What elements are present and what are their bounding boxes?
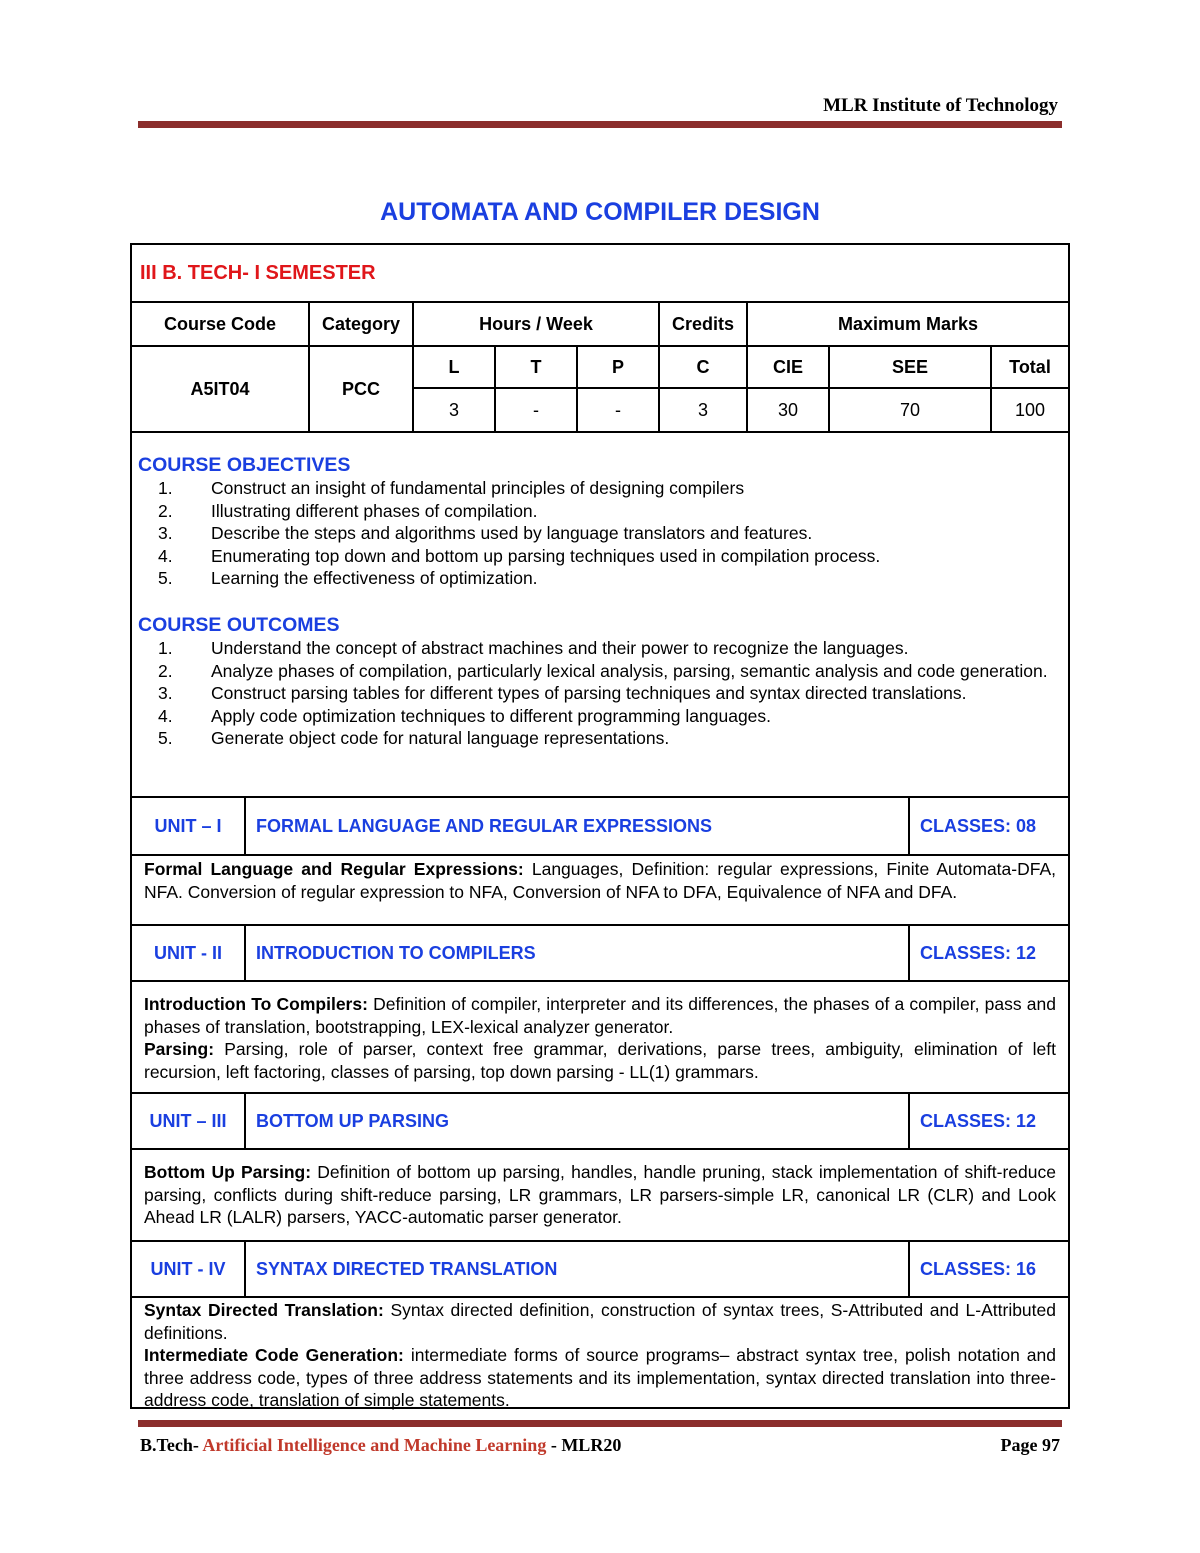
unit-content: [130, 980, 1070, 1092]
list-item: 5. Learning the effectiveness of optimization.: [158, 568, 538, 588]
value-p: -: [577, 388, 659, 432]
semester-label: III B. TECH- I SEMESTER: [131, 244, 1069, 302]
list-item: 4. Apply code optimization techniques to different programming languages.: [158, 705, 772, 726]
list-item: 3. Describe the steps and algorithms used by language translators and features.: [158, 523, 813, 543]
sub-t: T: [495, 346, 577, 388]
unit-header: [130, 1240, 1070, 1296]
sub-l: L: [413, 346, 495, 388]
objectives-title: COURSE OBJECTIVES: [138, 454, 351, 476]
unit-paragraph: Formal Language and Regular Expressions: Languages, Definition: regular expressions, Finite Automata-DFA, NFA. Conversion of regular expression to NFA, Conversion of NFA to DFA, Equivalence of NFA and DFA.: [144, 859, 1056, 902]
program-footer: B.Tech- Artificial Intelligence and Machine Learning - MLR20: [140, 1435, 622, 1455]
unit-title: BOTTOM UP PARSING: [246, 1094, 910, 1148]
unit-number: UNIT - II: [132, 926, 246, 980]
footer-rule: [138, 1420, 1062, 1427]
page-number: Page 97: [1000, 1435, 1060, 1455]
unit-classes: CLASSES: 16: [920, 1258, 1037, 1279]
category-value: PCC: [309, 346, 413, 432]
unit-number: UNIT – I: [132, 798, 246, 854]
unit-title: SYNTAX DIRECTED TRANSLATION: [246, 1242, 910, 1296]
header-category: Category: [309, 302, 413, 346]
list-item: 2. Illustrating different phases of compilation.: [158, 500, 538, 521]
value-l: 3: [413, 388, 495, 432]
unit-header: [130, 796, 1070, 854]
unit-paragraph: Syntax Directed Translation: Syntax directed definition, construction of syntax trees, S-Attributed and L-Attributed definitions.: [144, 1300, 1056, 1343]
list-item: 1. Understand the concept of abstract machines and their power to recognize the languages.: [158, 638, 909, 658]
sub-total: Total: [991, 346, 1069, 388]
unit-content: [130, 1296, 1070, 1409]
list-item: 3. Construct parsing tables for different types of parsing techniques and syntax directed translations.: [158, 683, 967, 703]
course-objectives: [138, 453, 1063, 590]
unit-paragraph: Parsing: Parsing, role of parser, context free grammar, derivations, parse trees, ambiguity, elimination of left recursion, left factoring, classes of parsing, top down parsing - LL(1) grammars.: [144, 1039, 1056, 1082]
course-outcomes: [138, 613, 1050, 750]
unit-content: [130, 1148, 1070, 1240]
sub-p: P: [577, 346, 659, 388]
institute-name: MLR Institute of Technology: [823, 95, 1058, 116]
sub-see: SEE: [829, 346, 991, 388]
page-title: AUTOMATA AND COMPILER DESIGN: [380, 198, 820, 226]
value-c: 3: [659, 388, 747, 432]
unit-header: [130, 1092, 1070, 1148]
value-total: 100: [991, 388, 1069, 432]
list-item: 4. Enumerating top down and bottom up parsing techniques used in compilation process.: [158, 545, 881, 566]
unit-content: [130, 854, 1070, 924]
list-item: 5. Generate object code for natural language representations.: [158, 728, 670, 748]
value-t: -: [495, 388, 577, 432]
value-see: 70: [829, 388, 991, 432]
unit-number: UNIT - IV: [132, 1242, 246, 1296]
header-course-code: Course Code: [131, 302, 309, 346]
course-info-table: [130, 243, 1070, 433]
header-hours: Hours / Week: [413, 302, 659, 346]
list-item: 1. Construct an insight of fundamental principles of designing compilers: [158, 478, 745, 498]
sub-c: C: [659, 346, 747, 388]
unit-classes: CLASSES: 08: [920, 815, 1037, 836]
header-rule: [138, 121, 1062, 128]
unit-paragraph: Introduction To Compilers: Definition of compiler, interpreter and its differences, the phases of a compiler, pass and phases of translation, bootstrapping, LEX-lexical analyzer generator.: [144, 994, 1056, 1037]
header-credits: Credits: [659, 302, 747, 346]
unit-title: FORMAL LANGUAGE AND REGULAR EXPRESSIONS: [246, 798, 910, 854]
unit-paragraph: Intermediate Code Generation: intermediate forms of source programs– abstract syntax tree, polish notation and three address code, types of three address statements and its implementation, syntax directed translation into three-address code, translation of simple statements.: [144, 1345, 1056, 1410]
unit-header: [130, 924, 1070, 980]
header-marks: Maximum Marks: [747, 302, 1069, 346]
unit-number: UNIT – III: [132, 1094, 246, 1148]
sub-cie: CIE: [747, 346, 829, 388]
unit-title: INTRODUCTION TO COMPILERS: [246, 926, 910, 980]
course-code-value: A5IT04: [131, 346, 309, 432]
unit-classes: CLASSES: 12: [920, 1110, 1037, 1131]
list-item: 2. Analyze phases of compilation, particularly lexical analysis, parsing, semantic analysis and code generation.: [158, 660, 1048, 681]
outcomes-title: COURSE OUTCOMES: [138, 614, 340, 636]
value-cie: 30: [747, 388, 829, 432]
unit-paragraph: Bottom Up Parsing: Definition of bottom up parsing, handles, handle pruning, stack implementation of shift-reduce parsing, conflicts during shift-reduce parsing, LR grammars, LR parsers-simple LR, canonical LR (CLR) and Look Ahead LR (LALR) parsers, YACC-automatic parser generator.: [144, 1162, 1056, 1227]
unit-classes: CLASSES: 12: [920, 942, 1037, 963]
